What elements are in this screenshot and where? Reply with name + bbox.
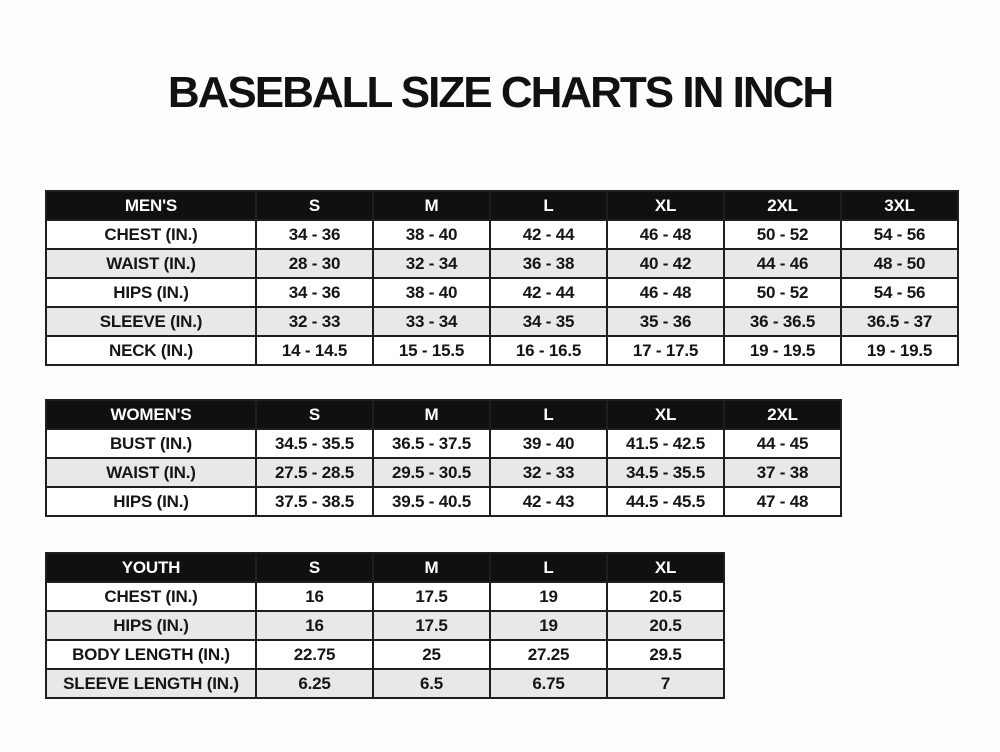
youth-size-table xyxy=(45,552,725,699)
size-column-header: S xyxy=(256,191,373,220)
size-value-cell: 6.5 xyxy=(373,669,490,698)
size-value-cell: 34.5 - 35.5 xyxy=(607,458,724,487)
size-value-cell: 19 - 19.5 xyxy=(841,336,958,365)
header-row xyxy=(46,191,958,220)
size-value-cell: 36.5 - 37.5 xyxy=(373,429,490,458)
size-column-header: 2XL xyxy=(724,400,841,429)
size-value-cell: 7 xyxy=(607,669,724,698)
size-value-cell: 27.25 xyxy=(490,640,607,669)
page-title: BASEBALL SIZE CHARTS IN INCH xyxy=(167,68,833,117)
size-value-cell: 44 - 45 xyxy=(724,429,841,458)
table-row xyxy=(46,336,958,365)
size-column-header: S xyxy=(256,553,373,582)
measurement-label: BUST (IN.) xyxy=(46,429,256,458)
size-value-cell: 20.5 xyxy=(607,611,724,640)
table-row xyxy=(46,582,724,611)
size-value-cell: 50 - 52 xyxy=(724,278,841,307)
size-value-cell: 34 - 36 xyxy=(256,278,373,307)
size-value-cell: 19 xyxy=(490,611,607,640)
size-value-cell: 38 - 40 xyxy=(373,278,490,307)
measurement-label: HIPS (IN.) xyxy=(46,611,256,640)
size-value-cell: 54 - 56 xyxy=(841,278,958,307)
measurement-label: SLEEVE (IN.) xyxy=(46,307,256,336)
size-value-cell: 40 - 42 xyxy=(607,249,724,278)
table-row xyxy=(46,640,724,669)
size-value-cell: 14 - 14.5 xyxy=(256,336,373,365)
size-value-cell: 17.5 xyxy=(373,611,490,640)
size-value-cell: 34 - 35 xyxy=(490,307,607,336)
table-row xyxy=(46,249,958,278)
size-value-cell: 46 - 48 xyxy=(607,220,724,249)
size-value-cell: 19 xyxy=(490,582,607,611)
womens-group-header: WOMEN'S xyxy=(46,400,256,429)
table-row xyxy=(46,307,958,336)
size-value-cell: 22.75 xyxy=(256,640,373,669)
size-value-cell: 28 - 30 xyxy=(256,249,373,278)
table-row xyxy=(46,669,724,698)
womens-size-table xyxy=(45,399,842,517)
mens-size-table xyxy=(45,190,959,366)
size-value-cell: 32 - 34 xyxy=(373,249,490,278)
size-value-cell: 47 - 48 xyxy=(724,487,841,516)
size-value-cell: 42 - 44 xyxy=(490,278,607,307)
size-value-cell: 36 - 38 xyxy=(490,249,607,278)
size-value-cell: 39.5 - 40.5 xyxy=(373,487,490,516)
size-value-cell: 6.25 xyxy=(256,669,373,698)
size-column-header: M xyxy=(373,553,490,582)
size-value-cell: 17 - 17.5 xyxy=(607,336,724,365)
size-value-cell: 34 - 36 xyxy=(256,220,373,249)
size-value-cell: 37 - 38 xyxy=(724,458,841,487)
measurement-label: HIPS (IN.) xyxy=(46,278,256,307)
measurement-label: CHEST (IN.) xyxy=(46,582,256,611)
size-value-cell: 16 xyxy=(256,582,373,611)
size-value-cell: 44.5 - 45.5 xyxy=(607,487,724,516)
measurement-label: WAIST (IN.) xyxy=(46,458,256,487)
table-row xyxy=(46,278,958,307)
size-column-header: S xyxy=(256,400,373,429)
youth-group-header: YOUTH xyxy=(46,553,256,582)
size-column-header: L xyxy=(490,400,607,429)
size-column-header: XL xyxy=(607,191,724,220)
measurement-label: SLEEVE LENGTH (IN.) xyxy=(46,669,256,698)
size-value-cell: 17.5 xyxy=(373,582,490,611)
size-column-header: L xyxy=(490,191,607,220)
size-value-cell: 36 - 36.5 xyxy=(724,307,841,336)
size-value-cell: 39 - 40 xyxy=(490,429,607,458)
size-value-cell: 20.5 xyxy=(607,582,724,611)
table-row xyxy=(46,458,841,487)
size-value-cell: 29.5 xyxy=(607,640,724,669)
size-value-cell: 19 - 19.5 xyxy=(724,336,841,365)
table-row xyxy=(46,220,958,249)
table-row xyxy=(46,611,724,640)
size-column-header: M xyxy=(373,191,490,220)
size-column-header: XL xyxy=(607,553,724,582)
size-value-cell: 27.5 - 28.5 xyxy=(256,458,373,487)
size-value-cell: 25 xyxy=(373,640,490,669)
size-value-cell: 33 - 34 xyxy=(373,307,490,336)
size-value-cell: 32 - 33 xyxy=(256,307,373,336)
size-value-cell: 34.5 - 35.5 xyxy=(256,429,373,458)
measurement-label: HIPS (IN.) xyxy=(46,487,256,516)
size-value-cell: 46 - 48 xyxy=(607,278,724,307)
size-value-cell: 35 - 36 xyxy=(607,307,724,336)
size-column-header: 3XL xyxy=(841,191,958,220)
header-row xyxy=(46,400,841,429)
table-row xyxy=(46,487,841,516)
size-column-header: XL xyxy=(607,400,724,429)
size-value-cell: 16 - 16.5 xyxy=(490,336,607,365)
size-value-cell: 50 - 52 xyxy=(724,220,841,249)
size-column-header: L xyxy=(490,553,607,582)
header-row xyxy=(46,553,724,582)
size-value-cell: 36.5 - 37 xyxy=(841,307,958,336)
size-value-cell: 15 - 15.5 xyxy=(373,336,490,365)
size-value-cell: 42 - 43 xyxy=(490,487,607,516)
size-value-cell: 29.5 - 30.5 xyxy=(373,458,490,487)
size-value-cell: 54 - 56 xyxy=(841,220,958,249)
size-value-cell: 32 - 33 xyxy=(490,458,607,487)
size-value-cell: 6.75 xyxy=(490,669,607,698)
measurement-label: NECK (IN.) xyxy=(46,336,256,365)
mens-group-header: MEN'S xyxy=(46,191,256,220)
size-column-header: 2XL xyxy=(724,191,841,220)
size-value-cell: 41.5 - 42.5 xyxy=(607,429,724,458)
size-value-cell: 42 - 44 xyxy=(490,220,607,249)
size-value-cell: 16 xyxy=(256,611,373,640)
measurement-label: WAIST (IN.) xyxy=(46,249,256,278)
measurement-label: BODY LENGTH (IN.) xyxy=(46,640,256,669)
measurement-label: CHEST (IN.) xyxy=(46,220,256,249)
size-column-header: M xyxy=(373,400,490,429)
size-value-cell: 37.5 - 38.5 xyxy=(256,487,373,516)
size-value-cell: 48 - 50 xyxy=(841,249,958,278)
size-value-cell: 38 - 40 xyxy=(373,220,490,249)
table-row xyxy=(46,429,841,458)
size-value-cell: 44 - 46 xyxy=(724,249,841,278)
